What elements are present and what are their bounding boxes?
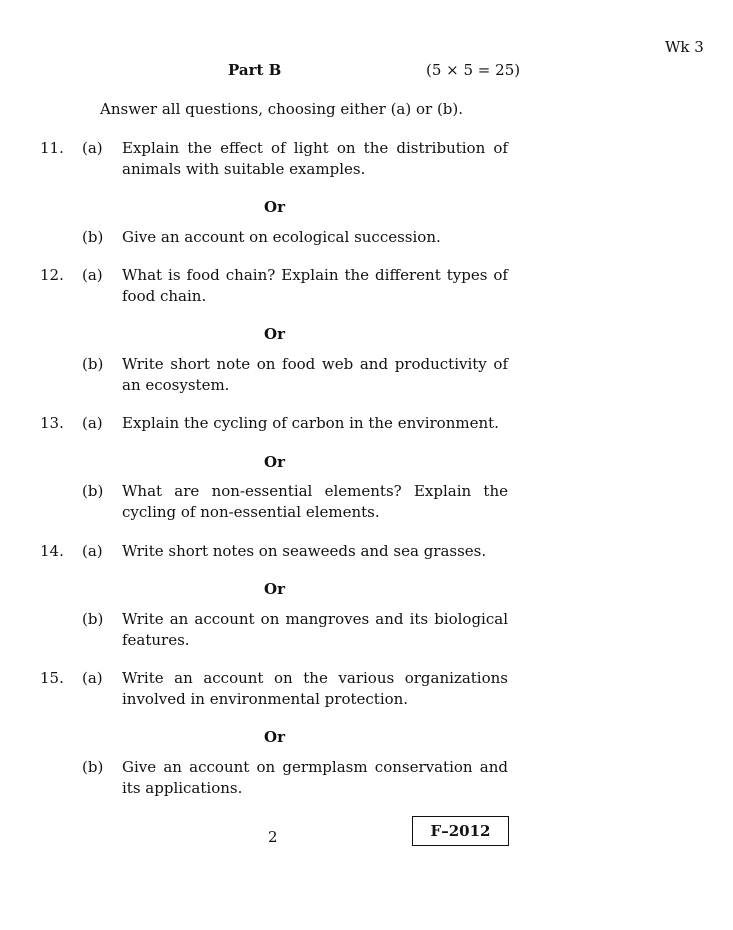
option-a-label: (a) bbox=[82, 266, 103, 284]
question-number: 13. bbox=[40, 414, 64, 432]
option-b-label: (b) bbox=[82, 610, 104, 628]
option-a-text: Write an account on the various organizations involved in environmental protection. bbox=[122, 669, 508, 708]
or-separator: Or bbox=[264, 453, 285, 471]
part-title: Part B bbox=[228, 61, 282, 79]
or-separator: Or bbox=[264, 580, 285, 598]
option-b-label: (b) bbox=[82, 482, 104, 500]
instructions: Answer all questions, choosing either (a) or (b). bbox=[100, 100, 464, 118]
option-b-label: (b) bbox=[82, 758, 104, 776]
option-a-text: What is food chain? Explain the different types of food chain. bbox=[122, 266, 508, 305]
question-number: 12. bbox=[40, 266, 64, 284]
paper-code-box: F–2012 bbox=[412, 816, 509, 846]
option-b-text: Write short note on food web and productivity of an ecosystem. bbox=[122, 355, 508, 394]
question-number: 14. bbox=[40, 542, 64, 560]
page-number: 2 bbox=[268, 828, 278, 846]
option-a-label: (a) bbox=[82, 139, 103, 157]
option-b-label: (b) bbox=[82, 355, 104, 373]
option-a-text: Write short notes on seaweeds and sea grasses. bbox=[122, 542, 487, 560]
option-b-text: Give an account on ecological succession. bbox=[122, 228, 441, 246]
option-b-text: Give an account on germplasm conservation and its applications. bbox=[122, 758, 508, 797]
option-a-label: (a) bbox=[82, 669, 103, 687]
question-number: 15. bbox=[40, 669, 64, 687]
option-b-text: What are non-essential elements? Explain the cycling of non-essential elements. bbox=[122, 482, 508, 521]
or-separator: Or bbox=[264, 728, 285, 746]
or-separator: Or bbox=[264, 325, 285, 343]
option-a-label: (a) bbox=[82, 542, 103, 560]
or-separator: Or bbox=[264, 198, 285, 216]
option-a-text: Explain the cycling of carbon in the environment. bbox=[122, 414, 499, 432]
question-number: 11. bbox=[40, 139, 64, 157]
option-a-label: (a) bbox=[82, 414, 103, 432]
option-b-text: Write an account on mangroves and its biological features. bbox=[122, 610, 508, 649]
option-b-label: (b) bbox=[82, 228, 104, 246]
page-corner-label: Wk 3 bbox=[665, 38, 704, 56]
option-a-text: Explain the effect of light on the distribution of animals with suitable examples. bbox=[122, 139, 508, 178]
marks-allocation: (5 × 5 = 25) bbox=[426, 61, 521, 79]
